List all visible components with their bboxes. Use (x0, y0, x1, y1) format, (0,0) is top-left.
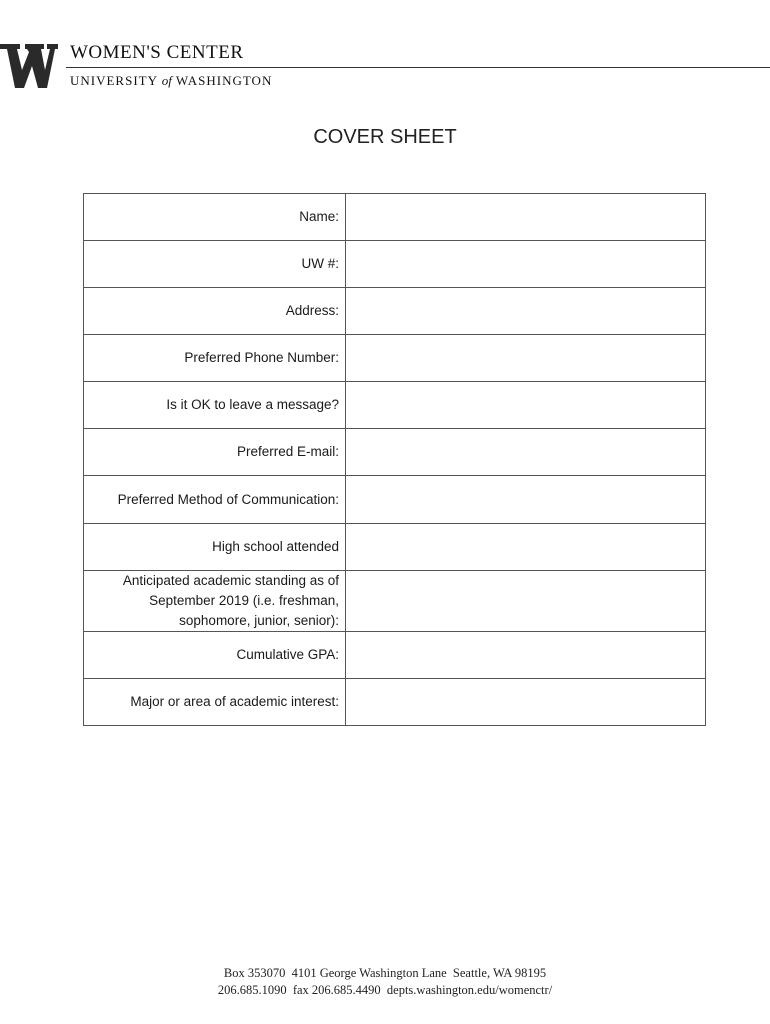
department-name: WOMEN'S CENTER (70, 42, 244, 63)
form-label: Name: (84, 194, 346, 241)
form-row-phone (84, 335, 706, 382)
form-row-uw-number (84, 241, 706, 288)
email-field[interactable] (346, 429, 706, 476)
form-label: Preferred Phone Number: (84, 335, 346, 382)
form-label: Address: (84, 288, 346, 335)
communication-method-field[interactable] (346, 476, 706, 524)
footer-address: Box 353070 4101 George Washington Lane Seattle, WA 98195 (223, 966, 547, 980)
form-label: Preferred Method of Communication: (84, 476, 346, 524)
form-row-gpa (84, 632, 706, 679)
header-divider (66, 67, 770, 68)
address-field[interactable] (346, 288, 706, 335)
form-row-leave-message (84, 382, 706, 429)
form-label: Anticipated academic standing as of September 2019 (i.e. freshman, sophomore, junior, senior): (84, 571, 346, 632)
form-row-high-school (84, 524, 706, 571)
university-suffix: WASHINGTON (175, 73, 273, 88)
footer-contact (0, 965, 770, 999)
form-label: Is it OK to leave a message? (84, 382, 346, 429)
uw-logo-icon (0, 44, 58, 88)
leave-message-field[interactable] (346, 382, 706, 429)
form-label: UW #: (84, 241, 346, 288)
gpa-field[interactable] (346, 632, 706, 679)
form-row-communication-method (84, 476, 706, 524)
footer-phone-web: 206.685.1090 fax 206.685.4490 depts.washington.edu/womenctr/ (217, 983, 553, 997)
major-field[interactable] (346, 679, 706, 726)
form-row-address (84, 288, 706, 335)
university-of: of (161, 73, 172, 88)
form-row-name (84, 194, 706, 241)
form-label: High school attended (84, 524, 346, 571)
form-label: Major or area of academic interest: (84, 679, 346, 726)
form-label: Preferred E-mail: (84, 429, 346, 476)
university-name (70, 73, 272, 89)
cover-sheet-form (83, 193, 706, 726)
academic-standing-field[interactable] (346, 571, 706, 632)
page-title: COVER SHEET (313, 126, 457, 148)
form-row-major (84, 679, 706, 726)
form-row-academic-standing (84, 571, 706, 632)
high-school-field[interactable] (346, 524, 706, 571)
form-row-email (84, 429, 706, 476)
university-prefix: UNIVERSITY (70, 73, 158, 88)
uw-number-field[interactable] (346, 241, 706, 288)
form-label: Cumulative GPA: (84, 632, 346, 679)
name-field[interactable] (346, 194, 706, 241)
phone-field[interactable] (346, 335, 706, 382)
